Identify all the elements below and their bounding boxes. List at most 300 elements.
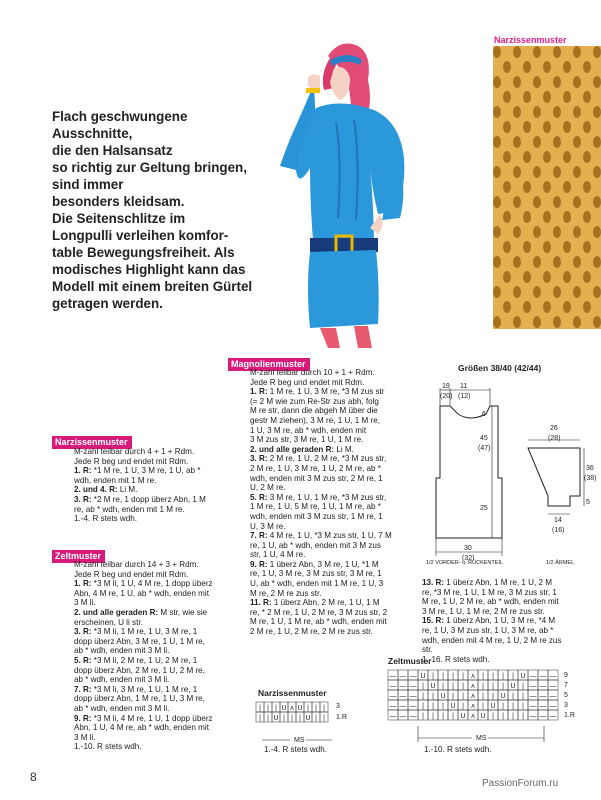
lace-hole bbox=[563, 241, 571, 253]
lace-hole bbox=[563, 151, 571, 163]
row-label: 11. R: bbox=[250, 598, 272, 608]
text-line bbox=[74, 704, 224, 714]
chart-symbol: | bbox=[422, 703, 424, 710]
lace-hole bbox=[553, 286, 561, 298]
caption-sleeve: 1/2 ÄRMEL bbox=[546, 560, 575, 566]
lace-hole bbox=[543, 271, 551, 283]
lace-hole bbox=[563, 211, 571, 223]
chart-symbol: | bbox=[512, 693, 514, 700]
lace-hole bbox=[543, 61, 551, 73]
lace-hole bbox=[553, 166, 561, 178]
lace-hole bbox=[513, 256, 521, 268]
chart-symbol: | bbox=[522, 683, 524, 690]
row-text: 2 M re, 1 U, 2 M re, 2 M re zus str. bbox=[250, 627, 373, 637]
chart-symbol: — bbox=[389, 693, 397, 700]
row-label: 2. und alle geraden R: bbox=[250, 444, 335, 454]
chart-symbol: — bbox=[539, 673, 547, 680]
lace-hole bbox=[503, 241, 511, 253]
row-text: 1.-10. R stets wdh. bbox=[74, 742, 142, 752]
dim-sleeve-bottom: 14 bbox=[554, 517, 562, 524]
row-text: re, * 2 M re, 1 U, 2 M re, 3 M zus str, 2 bbox=[250, 607, 388, 617]
lace-hole bbox=[593, 286, 601, 298]
text-line bbox=[250, 598, 412, 608]
chart-symbol: | bbox=[482, 693, 484, 700]
lace-hole bbox=[583, 211, 591, 223]
row-text: wdh, enden mit 4 M re, 1 U, 2 M re zus bbox=[422, 635, 562, 645]
dim-w-top: 19 bbox=[442, 383, 450, 390]
row-label: 9. R: bbox=[74, 713, 92, 723]
lace-hole bbox=[493, 136, 501, 148]
row-text: Abn, 4 M re, 1 U, ab * wdh, enden mit bbox=[74, 588, 209, 598]
intro-line: getragen werden. bbox=[52, 296, 163, 311]
dim-shoulder: 6 bbox=[482, 411, 486, 418]
chart-symbol: U bbox=[450, 703, 456, 710]
row-label: 3. R: bbox=[74, 627, 92, 637]
chart-symbol: — bbox=[539, 703, 547, 710]
text-line bbox=[74, 646, 224, 656]
text-line bbox=[74, 637, 224, 647]
row-text: ab * wdh, enden mit 3 M li. bbox=[74, 703, 170, 713]
chart-symbol: — bbox=[409, 683, 417, 690]
lace-hole bbox=[523, 271, 531, 283]
chart-zelt-footer: 1.-10. R stets wdh. bbox=[424, 745, 492, 754]
row-text: Li M. bbox=[117, 485, 138, 495]
lace-hole bbox=[553, 46, 561, 58]
text-line bbox=[74, 447, 224, 457]
chart-symbol: U bbox=[460, 713, 466, 720]
dim-mid-alt: (47) bbox=[478, 445, 491, 452]
chart-symbol: — bbox=[549, 713, 557, 720]
text-line bbox=[250, 368, 412, 378]
row-text: U, 3 M re. bbox=[250, 521, 286, 531]
intro-line: Flach geschwungene bbox=[52, 109, 188, 124]
text-line bbox=[422, 578, 592, 588]
chart-symbol: | bbox=[512, 713, 514, 720]
chart-symbol: | bbox=[442, 713, 444, 720]
zelt-heading: Zeltmuster bbox=[52, 546, 202, 564]
row-label: 3. R: bbox=[74, 494, 92, 504]
row-text: 3 M li. bbox=[74, 598, 96, 608]
chart-symbol: — bbox=[399, 693, 407, 700]
chart-symbol: | bbox=[492, 693, 494, 700]
chart-symbol: | bbox=[502, 683, 504, 690]
row-text: erscheinen, U li str. bbox=[74, 617, 143, 627]
lace-hole bbox=[563, 91, 571, 103]
text-line bbox=[422, 588, 592, 598]
text-line bbox=[74, 495, 224, 505]
row-text: 1.-16. R stets wdh. bbox=[422, 654, 490, 664]
chart-symbol: — bbox=[389, 673, 397, 680]
text-line bbox=[250, 435, 412, 445]
intro-line: die den Halsansatz bbox=[52, 143, 173, 158]
chart-symbol: — bbox=[409, 673, 417, 680]
row-text: 4 M re, 1 U, *3 M zus str, 1 U, 7 M bbox=[267, 531, 392, 541]
caption-body: 1/2 VORDER- u. RÜCKENTEIL bbox=[426, 560, 504, 566]
text-line bbox=[250, 627, 412, 637]
text-line bbox=[74, 466, 224, 476]
lace-hole bbox=[573, 136, 581, 148]
lace-hole bbox=[513, 106, 521, 118]
text-line bbox=[74, 560, 224, 570]
lace-hole bbox=[513, 46, 521, 58]
lace-hole bbox=[533, 46, 541, 58]
chart-symbol: | bbox=[492, 683, 494, 690]
lace-hole bbox=[593, 226, 601, 238]
chart-symbol: — bbox=[399, 713, 407, 720]
chart-symbol: U bbox=[273, 715, 279, 722]
text-line bbox=[250, 464, 412, 474]
intro-line: Modell mit einem breiten Gürtel bbox=[52, 279, 253, 294]
text-line bbox=[422, 616, 592, 626]
lace-hole bbox=[533, 256, 541, 268]
lace-hole bbox=[573, 166, 581, 178]
row-text: *3 M li, 3 M re, 1 U, 1 M re, 1 bbox=[91, 684, 198, 694]
lace-hole bbox=[543, 181, 551, 193]
lace-hole bbox=[543, 241, 551, 253]
row-label: 13. R: bbox=[422, 578, 445, 587]
chart-symbol: | bbox=[462, 693, 464, 700]
dim-neck: 11 bbox=[460, 383, 468, 390]
chart-symbol: — bbox=[399, 673, 407, 680]
dim-sleeve-top: 26 bbox=[550, 425, 558, 432]
intro-line: table Bewegungsfreiheit. Als bbox=[52, 245, 235, 260]
row-text: Jede R beg und endet mit Rdm. bbox=[74, 569, 189, 579]
row-label: 1. R: bbox=[74, 579, 92, 589]
lace-hole bbox=[563, 271, 571, 283]
text-line bbox=[250, 416, 412, 426]
text-line bbox=[422, 636, 592, 646]
chart-narz-row-label: 3 bbox=[336, 703, 340, 710]
text-line bbox=[422, 597, 592, 607]
text-line bbox=[422, 655, 592, 665]
lace-hole bbox=[503, 151, 511, 163]
chart-symbol: U bbox=[520, 673, 526, 680]
chart-symbol: | bbox=[522, 713, 524, 720]
text-line bbox=[250, 531, 412, 541]
lace-hole bbox=[523, 181, 531, 193]
row-text: *3 M li, 1 M re, 1 U, 3 M re, 1 bbox=[91, 627, 198, 637]
lace-hole bbox=[543, 301, 551, 313]
chart-symbol: | bbox=[267, 705, 269, 712]
lace-hole bbox=[583, 61, 591, 73]
chart-symbol: | bbox=[452, 673, 454, 680]
row-text: M re str, dann die abgeh M über die bbox=[250, 406, 378, 416]
text-line bbox=[422, 645, 592, 655]
chart-symbol: — bbox=[529, 673, 537, 680]
chart-symbol: | bbox=[299, 715, 301, 722]
lace-hole bbox=[533, 166, 541, 178]
chart-symbol: U bbox=[281, 705, 287, 712]
chart-symbol: — bbox=[389, 703, 397, 710]
lace-hole bbox=[573, 106, 581, 118]
text-line bbox=[250, 483, 412, 493]
chart-symbol: | bbox=[502, 713, 504, 720]
chart-zelt-ms: MS bbox=[476, 735, 487, 742]
narzissen-text bbox=[74, 447, 224, 524]
text-line bbox=[74, 685, 224, 695]
row-text: *2 M re, 1 dopp überz Abn, 1 M bbox=[91, 494, 206, 504]
chart-symbol: — bbox=[529, 713, 537, 720]
chart-narz-title: Narzissenmuster bbox=[258, 688, 327, 698]
chart-symbol: — bbox=[529, 683, 537, 690]
lace-hole bbox=[493, 76, 501, 88]
chart-symbol: | bbox=[432, 673, 434, 680]
row-text: 1.-4. R stets wdh. bbox=[74, 514, 137, 524]
chart-symbol: | bbox=[522, 693, 524, 700]
row-text: *3 M li, 4 M re, 1 U, 1 dopp überz bbox=[91, 713, 213, 723]
row-text: 3 M re, 1 U, 1 M re, *3 M zus str, bbox=[267, 492, 387, 502]
lace-hole bbox=[573, 46, 581, 58]
lace-hole bbox=[493, 316, 501, 328]
text-line bbox=[250, 502, 412, 512]
intro-line: sind immer bbox=[52, 177, 124, 192]
chart-symbol: ʌ bbox=[290, 705, 294, 712]
lace-hole bbox=[553, 226, 561, 238]
chart-zelt-row-label: 1.R bbox=[564, 712, 575, 719]
chart-symbol: U bbox=[440, 693, 446, 700]
lace-hole bbox=[563, 301, 571, 313]
lace-hole bbox=[583, 91, 591, 103]
dim-mid: 45 bbox=[480, 435, 488, 442]
text-line bbox=[74, 570, 224, 580]
chart-symbol: ʌ bbox=[471, 713, 475, 720]
chart-symbol: | bbox=[452, 683, 454, 690]
chart-symbol: | bbox=[307, 705, 309, 712]
chart-symbol: — bbox=[549, 703, 557, 710]
row-text: 1 überz Abn, 3 M re, 1 U, *1 M bbox=[267, 559, 379, 569]
lace-hole bbox=[523, 61, 531, 73]
lace-hole bbox=[503, 181, 511, 193]
chart-symbol: | bbox=[482, 673, 484, 680]
lace-hole bbox=[493, 256, 501, 268]
lace-hole bbox=[533, 196, 541, 208]
text-line bbox=[74, 485, 224, 495]
lace-hole bbox=[503, 61, 511, 73]
text-line bbox=[422, 626, 592, 636]
intro-text bbox=[52, 108, 272, 312]
chart-symbol: — bbox=[409, 703, 417, 710]
lace-hole bbox=[533, 286, 541, 298]
chart-narz-row-label: 1.R bbox=[336, 714, 347, 721]
lace-hole bbox=[523, 211, 531, 223]
chart-symbol: | bbox=[259, 705, 261, 712]
lace-hole bbox=[513, 226, 521, 238]
row-text: re, *3 M re, 1 U, 1 M re, 3 M zus str, 1 bbox=[422, 587, 557, 597]
row-text: ab * wdh, enden mit 3 M li. bbox=[74, 646, 170, 656]
lace-hole bbox=[513, 196, 521, 208]
chart-symbol: U bbox=[500, 693, 506, 700]
chart-symbol: | bbox=[462, 703, 464, 710]
text-line bbox=[74, 627, 224, 637]
lace-hole bbox=[573, 226, 581, 238]
text-line bbox=[250, 579, 412, 589]
row-text: 1 M re, 1 U, 5 M re, 1 U, 1 M re, ab * bbox=[250, 502, 381, 512]
lace-hole bbox=[503, 121, 511, 133]
chart-symbol: | bbox=[315, 705, 317, 712]
row-label: 1. R: bbox=[74, 466, 92, 476]
text-line bbox=[250, 493, 412, 503]
chart-symbol: | bbox=[315, 715, 317, 722]
dim-w-bottom-alt: (32) bbox=[462, 555, 475, 562]
chart-symbol: — bbox=[399, 703, 407, 710]
lace-hole bbox=[493, 286, 501, 298]
lace-hole bbox=[563, 181, 571, 193]
dim-sleeve-len-alt: (38) bbox=[584, 475, 597, 482]
intro-line: Longpulli verleihen komfor- bbox=[52, 228, 229, 243]
lace-hole bbox=[493, 226, 501, 238]
row-text: str, 1 U, 4 M re. bbox=[250, 550, 306, 560]
text-line bbox=[422, 607, 592, 617]
lace-hole bbox=[553, 106, 561, 118]
chart-zelt-row-label: 5 bbox=[564, 692, 568, 699]
chart-symbol: | bbox=[502, 673, 504, 680]
chart-symbol: — bbox=[389, 683, 397, 690]
row-text: M re, 1 U, 1 M re, ab * wdh, enden mit bbox=[250, 617, 387, 627]
row-label: 7. R: bbox=[74, 684, 92, 694]
row-label: 2. und alle geraden R: bbox=[74, 607, 159, 617]
chart-symbol: — bbox=[549, 673, 557, 680]
row-text: ab * wdh, enden mit 3 M li. bbox=[74, 675, 170, 685]
chart-symbol: U bbox=[490, 703, 496, 710]
dim-w-bottom: 30 bbox=[464, 545, 472, 552]
row-text: Li M. bbox=[334, 444, 354, 454]
chart-zelt-row-label: 9 bbox=[564, 672, 568, 679]
chart-symbol: | bbox=[275, 705, 277, 712]
lace-hole bbox=[523, 91, 531, 103]
row-text: wdh, enden mit 3 M zus str, 1 M re, 1 bbox=[250, 511, 383, 521]
row-text: 1 M re, 1 U, 3 M re, *3 M zus str bbox=[267, 387, 385, 397]
row-label: 15. R: bbox=[422, 616, 445, 626]
dim-sleeve-top-alt: (28) bbox=[548, 435, 561, 442]
lace-hole bbox=[533, 106, 541, 118]
intro-line: besonders kleidsam. bbox=[52, 194, 185, 209]
row-text: Jede R beg und endet mit Rdm. bbox=[250, 377, 365, 387]
dim-sleeve-len: 36 bbox=[586, 465, 594, 472]
chart-symbol: | bbox=[482, 703, 484, 710]
chart-symbol: | bbox=[432, 693, 434, 700]
dim-neck-alt: (12) bbox=[458, 393, 471, 400]
text-line bbox=[250, 569, 412, 579]
text-line bbox=[74, 656, 224, 666]
chart-symbol: — bbox=[549, 693, 557, 700]
chart-symbol: — bbox=[409, 713, 417, 720]
chart-zelt-row-label: 3 bbox=[564, 702, 568, 709]
chart-symbol: — bbox=[409, 693, 417, 700]
lace-hole bbox=[593, 106, 601, 118]
text-line bbox=[74, 694, 224, 704]
page-number: 8 bbox=[30, 770, 37, 784]
text-line bbox=[250, 522, 412, 532]
lace-hole bbox=[523, 151, 531, 163]
row-text: 1 überz Abn, 1 U, 3 M re, *4 M bbox=[444, 616, 556, 626]
text-line bbox=[74, 589, 224, 599]
chart-symbol: — bbox=[549, 683, 557, 690]
chart-symbol: | bbox=[452, 693, 454, 700]
lace-hole bbox=[513, 166, 521, 178]
row-text: gestr M ziehen), 3 M re, 1 U, 1 M re, bbox=[250, 415, 380, 425]
chart-symbol: | bbox=[283, 715, 285, 722]
chart-symbol: — bbox=[539, 683, 547, 690]
lace-hole bbox=[543, 151, 551, 163]
row-label: 7. R: bbox=[250, 531, 268, 541]
row-text: 3 M zus str, 3 M re, 1 U, 1 M re. bbox=[250, 435, 364, 445]
lace-hole bbox=[553, 256, 561, 268]
chart-symbol: | bbox=[522, 703, 524, 710]
chart-symbol: | bbox=[422, 693, 424, 700]
chart-symbol: ʌ bbox=[471, 693, 475, 700]
lace-hole bbox=[593, 316, 601, 328]
chart-symbol: U bbox=[430, 683, 436, 690]
lace-hole bbox=[533, 136, 541, 148]
text-line bbox=[74, 714, 224, 724]
chart-symbol: U bbox=[480, 713, 486, 720]
text-line bbox=[74, 733, 224, 743]
lace-hole bbox=[533, 226, 541, 238]
chart-symbol: | bbox=[323, 705, 325, 712]
row-text: re, 1 U, ab * wdh, enden mit 3 M zus bbox=[250, 540, 381, 550]
chart-symbol: — bbox=[529, 693, 537, 700]
chart-symbol: U bbox=[297, 705, 303, 712]
intro-line: modisches Highlight kann das bbox=[52, 262, 246, 277]
narzissen-heading: Narzissenmuster bbox=[52, 432, 202, 450]
photo-label: Narzissenmuster bbox=[494, 35, 567, 45]
lace-hole bbox=[583, 301, 591, 313]
text-line bbox=[250, 541, 412, 551]
row-text: 1 überz Abn, 2 M re, 1 U, 1 M bbox=[271, 598, 380, 608]
intro-line: Die Seitenschlitze im bbox=[52, 211, 186, 226]
text-line bbox=[74, 675, 224, 685]
lace-hole bbox=[513, 136, 521, 148]
lace-hole bbox=[503, 301, 511, 313]
lace-hole bbox=[523, 241, 531, 253]
lace-hole bbox=[593, 166, 601, 178]
lace-hole bbox=[503, 91, 511, 103]
row-label: 2. und 4. R: bbox=[74, 485, 118, 495]
lace-hole bbox=[573, 76, 581, 88]
text-line bbox=[250, 512, 412, 522]
row-text: M re, 1 U, 2 M re, ab * wdh, enden mit bbox=[422, 597, 559, 607]
row-text: *1 M re, 1 U, 3 M re, 1 U, ab * bbox=[91, 466, 201, 476]
row-text: M-zahl teilbar durch 14 + 3 + Rdm. bbox=[74, 560, 199, 569]
text-line bbox=[250, 608, 412, 618]
knit-sample-photo bbox=[493, 46, 601, 329]
lace-hole bbox=[553, 316, 561, 328]
lace-hole bbox=[563, 61, 571, 73]
lace-hole bbox=[543, 211, 551, 223]
chart-zelt bbox=[384, 668, 594, 748]
lace-hole bbox=[593, 76, 601, 88]
dim-sleeve-bottom-alt: (16) bbox=[552, 527, 565, 534]
lace-hole bbox=[573, 256, 581, 268]
chart-symbol: | bbox=[259, 715, 261, 722]
row-label: 5. R: bbox=[74, 655, 92, 665]
lace-hole bbox=[493, 46, 501, 58]
intro-line: so richtig zur Geltung bringen, bbox=[52, 160, 247, 175]
row-text: M-zahl teilbar durch 10 + 1 + Rdm. bbox=[250, 368, 375, 377]
lace-hole bbox=[543, 91, 551, 103]
chart-symbol: | bbox=[323, 715, 325, 722]
text-line bbox=[74, 579, 224, 589]
row-text: Jede R beg und endet mit Rdm. bbox=[74, 456, 189, 466]
row-text: dopp überz Abn, 1 M re, 1 U, 3 M re, bbox=[74, 694, 205, 704]
dim-cuff: 5 bbox=[586, 499, 590, 506]
text-line bbox=[74, 514, 224, 524]
lace-hole bbox=[583, 151, 591, 163]
row-label: 9. R: bbox=[250, 559, 268, 569]
chart-symbol: ʌ bbox=[471, 703, 475, 710]
chart-symbol: U bbox=[510, 683, 516, 690]
lace-hole bbox=[493, 166, 501, 178]
